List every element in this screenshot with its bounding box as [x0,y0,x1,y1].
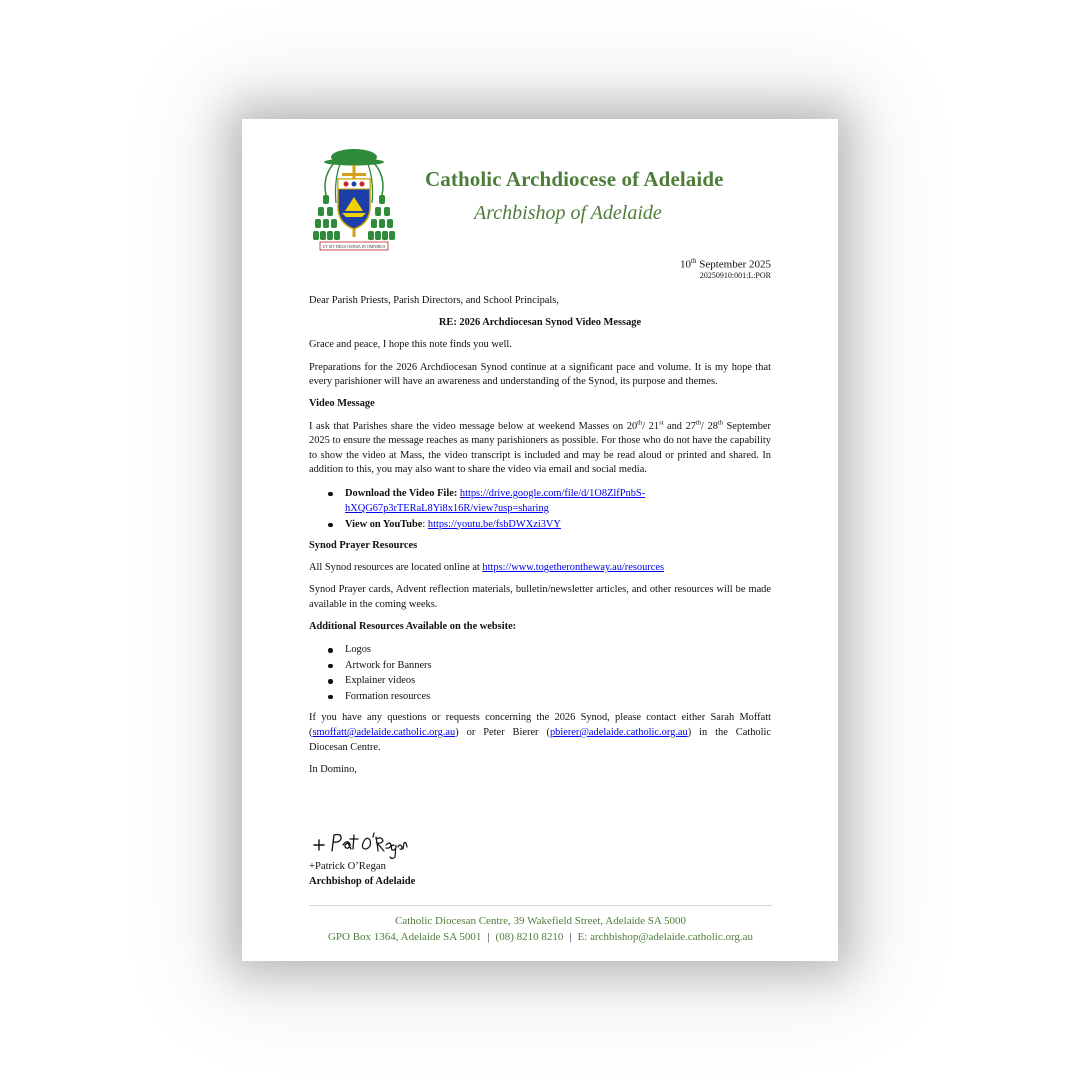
video-paragraph: I ask that Parishes share the video message below at weekend Masses on 20th/ 21st and 27th/ 28th September 2025 to ensure the message reaches as many parishioners as possible. For those who do not have the capability to show the video at Mass, the video transcript is included and may be read aloud or printed and shared. In addition to this, you may also want to share the video via email and social media. [309,419,771,476]
handwritten-signature [312,827,408,861]
resources-paragraph: All Synod resources are located online at https://www.togetherontheway.au/resources [309,562,665,574]
closing: In Domino, [309,763,357,775]
footer-separator: | [487,931,490,943]
list-item: Formation resources [309,689,771,705]
additional-resources-heading: Additional Resources Available on the website: [309,621,517,633]
email-link-peter[interactable]: pbierer@adelaide.catholic.org.au [549,726,688,738]
contact-paragraph: If you have any questions or requests concerning the 2026 Synod, please contact either Sarah Moffatt (smoffatt@adelaide.catholic.org.au) or Peter Bierer (pbierer@adelaide.catholic.org.au) in the Catholic Diocesan Centre. [309,712,771,753]
svg-text:UT SIT DEUS OMNIA IN OMNIBUS: UT SIT DEUS OMNIA IN OMNIBUS [322,244,386,249]
greeting: Grace and peace, I hope this note finds you well. [309,339,512,351]
list-item: Explainer videos [309,673,771,689]
email-link-sarah[interactable]: smoffatt@adelaide.catholic.org.au [312,726,456,738]
list-item: Artwork for Banners [309,658,771,674]
footer [309,913,772,945]
footer-separator: | [569,931,572,943]
youtube-link[interactable]: https://youtu.be/fsbDWXzi3VY [427,518,561,530]
letter-date: 10th September 2025 [680,257,771,271]
footer-address: Catholic Diocesan Centre, 39 Wakefield Street, Adelaide SA 5000 [395,915,686,927]
footer-phone: (08) 8210 8210 [495,931,564,943]
video-download-link[interactable]: https://drive.google.com/file/d/1O8ZlfPnbS-hXQG67p3rTERaL8Yi8x16R/view?usp=sharing [345,487,646,514]
date-block [680,257,771,280]
list-item: Download the Video File: https://drive.google.com/file/d/1O8ZlfPnbS-hXQG67p3rTERaL8Yi8x16R/view?usp=sharing [309,486,771,517]
footer-contact-line [309,929,772,945]
signature-block [309,860,415,889]
signatory-name: +Patrick O’Regan [309,861,386,872]
office-title: Archbishop of Adelaide [474,202,662,224]
resources-link[interactable]: https://www.togetherontheway.au/resources [482,562,665,574]
reference-number: 20250910:001:L:POR [699,270,771,280]
video-links-list [309,486,771,533]
prayer-paragraph: Synod Prayer cards, Advent reflection materials, bulletin/newsletter articles, and other resources will be made available in the coming weeks. [309,584,771,610]
prayer-resources-heading: Synod Prayer Resources [309,540,418,551]
letter-page [242,119,838,961]
letter-body [309,294,771,785]
footer-divider [309,905,772,906]
archdiocese-crest-logo [312,147,396,255]
intro-paragraph: Preparations for the 2026 Archdiocesan Synod continue at a significant pace and volume. It is my hope that every parishioner will have an awareness and understanding of the Synod, its purpose and themes. [309,361,771,388]
additional-resources-list [309,642,771,704]
list-item: Logos [309,642,771,658]
list-item: View on YouTube: https://youtu.be/fsbDWXzi3VY [309,517,771,533]
salutation: Dear Parish Priests, Parish Directors, and School Principals, [309,295,559,306]
video-heading: Video Message [309,398,375,410]
signatory-title: Archbishop of Adelaide [309,875,416,887]
organization-name: Catholic Archdiocese of Adelaide [425,167,724,191]
footer-po-box: GPO Box 1364, Adelaide SA 5001 [327,931,482,943]
footer-email: E: archbishop@adelaide.catholic.org.au [577,931,754,943]
subject-line: RE: 2026 Archdiocesan Synod Video Message [438,317,642,329]
